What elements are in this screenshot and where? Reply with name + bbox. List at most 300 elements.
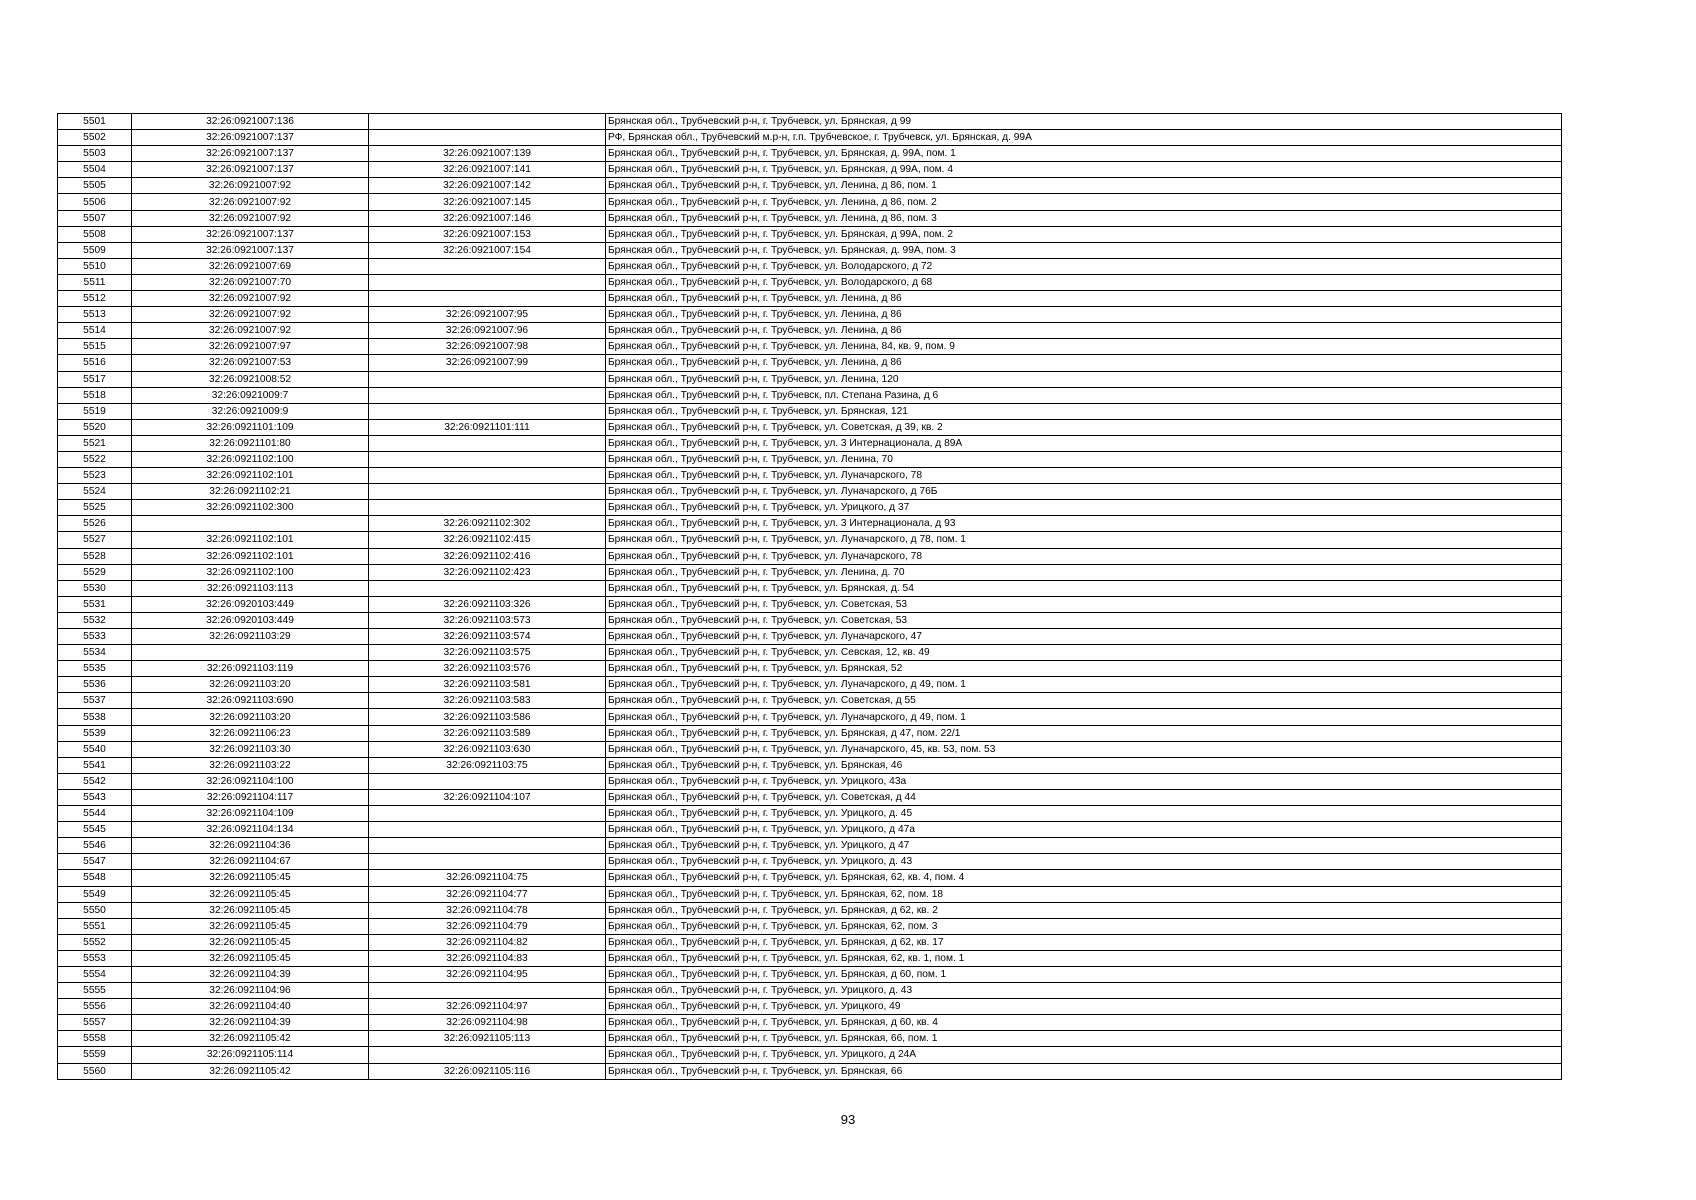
parcel-cadastral-number-cell: 32:26:0921104:134: [132, 822, 369, 838]
object-cadastral-number-cell: 32:26:0921104:107: [369, 789, 606, 805]
table-row: [58, 210, 1562, 226]
address-cell: Брянская обл., Трубчевский р-н, г. Трубчевск, ул. Ленина, д 86, пом. 3: [606, 210, 1562, 226]
object-cadastral-number-cell: 32:26:0921103:583: [369, 693, 606, 709]
address-cell: Брянская обл., Трубчевский р-н, г. Трубчевск, ул. Ленина, 70: [606, 451, 1562, 467]
address-cell: Брянская обл., Трубчевский р-н, г. Трубчевск, ул. Луначарского, д 76Б: [606, 484, 1562, 500]
table-row: [58, 419, 1562, 435]
table-row: [58, 773, 1562, 789]
address-cell: Брянская обл., Трубчевский р-н, г. Трубчевск, ул. Урицкого, д 37: [606, 500, 1562, 516]
parcel-cadastral-number-cell: 32:26:0921103:20: [132, 677, 369, 693]
parcel-cadastral-number-cell: 32:26:0921007:136: [132, 114, 369, 130]
table-row: [58, 950, 1562, 966]
table-row: [58, 838, 1562, 854]
table-row: [58, 789, 1562, 805]
parcel-cadastral-number-cell: 32:26:0921103:30: [132, 741, 369, 757]
object-cadastral-number-cell: 32:26:0921103:573: [369, 612, 606, 628]
address-cell: Брянская обл., Трубчевский р-н, г. Трубчевск, ул. Луначарского, 78: [606, 548, 1562, 564]
parcel-cadastral-number-cell: [132, 645, 369, 661]
parcel-cadastral-number-cell: 32:26:0921102:21: [132, 484, 369, 500]
address-cell: Брянская обл., Трубчевский р-н, г. Трубчевск, ул. Ленина, 84, кв. 9, пом. 9: [606, 339, 1562, 355]
address-cell: Брянская обл., Трубчевский р-н, г. Трубчевск, ул. Урицкого, 43а: [606, 773, 1562, 789]
object-cadastral-number-cell: 32:26:0921104:98: [369, 1015, 606, 1031]
object-cadastral-number-cell: [369, 387, 606, 403]
row-number-cell: 5555: [58, 983, 132, 999]
parcel-cadastral-number-cell: 32:26:0921106:23: [132, 725, 369, 741]
address-cell: Брянская обл., Трубчевский р-н, г. Трубчевск, ул. Брянская, д 60, пом. 1: [606, 966, 1562, 982]
address-cell: Брянская обл., Трубчевский р-н, г. Трубчевск, ул. Ленина, д 86: [606, 291, 1562, 307]
address-cell: Брянская обл., Трубчевский р-н, г. Трубчевск, ул. Брянская, 66, пом. 1: [606, 1031, 1562, 1047]
table-row: [58, 966, 1562, 982]
table-row: [58, 355, 1562, 371]
row-number-cell: 5557: [58, 1015, 132, 1031]
table-row: [58, 854, 1562, 870]
parcel-cadastral-number-cell: 32:26:0921103:113: [132, 580, 369, 596]
table-row: [58, 194, 1562, 210]
parcel-cadastral-number-cell: 32:26:0921007:92: [132, 210, 369, 226]
row-number-cell: 5502: [58, 130, 132, 146]
address-cell: Брянская обл., Трубчевский р-н, г. Трубчевск, ул. Луначарского, д 49, пом. 1: [606, 709, 1562, 725]
address-cell: Брянская обл., Трубчевский р-н, г. Трубчевск, ул. Луначарского, д 49, пом. 1: [606, 677, 1562, 693]
address-cell: Брянская обл., Трубчевский р-н, г. Трубчевск, пл. Степана Разина, д 6: [606, 387, 1562, 403]
table-row: [58, 500, 1562, 516]
table-row: [58, 403, 1562, 419]
table-row: [58, 645, 1562, 661]
object-cadastral-number-cell: [369, 983, 606, 999]
address-cell: Брянская обл., Трубчевский р-н, г. Трубчевск, ул. Ленина, 120: [606, 371, 1562, 387]
object-cadastral-number-cell: [369, 371, 606, 387]
table-row: [58, 983, 1562, 999]
row-number-cell: 5531: [58, 596, 132, 612]
object-cadastral-number-cell: 32:26:0921105:116: [369, 1063, 606, 1079]
parcel-cadastral-number-cell: 32:26:0921105:45: [132, 886, 369, 902]
row-number-cell: 5535: [58, 661, 132, 677]
parcel-cadastral-number-cell: 32:26:0921007:70: [132, 274, 369, 290]
parcel-cadastral-number-cell: 32:26:0921102:101: [132, 468, 369, 484]
address-cell: Брянская обл., Трубчевский р-н, г. Трубчевск, ул. Урицкого, 49: [606, 999, 1562, 1015]
table-row: [58, 725, 1562, 741]
address-cell: Брянская обл., Трубчевский р-н, г. Трубчевск, ул. Ленина, д. 70: [606, 564, 1562, 580]
row-number-cell: 5501: [58, 114, 132, 130]
object-cadastral-number-cell: [369, 838, 606, 854]
parcel-cadastral-number-cell: 32:26:0921007:92: [132, 323, 369, 339]
parcel-cadastral-number-cell: 32:26:0921102:100: [132, 451, 369, 467]
address-cell: Брянская обл., Трубчевский р-н, г. Трубчевск, ул. Советская, 53: [606, 596, 1562, 612]
address-cell: Брянская обл., Трубчевский р-н, г. Трубчевск, ул. Брянская, 62, кв. 4, пом. 4: [606, 870, 1562, 886]
table-row: [58, 242, 1562, 258]
address-cell: Брянская обл., Трубчевский р-н, г. Трубчевск, ул. Урицкого, д. 43: [606, 854, 1562, 870]
object-cadastral-number-cell: [369, 822, 606, 838]
parcel-cadastral-number-cell: 32:26:0921105:45: [132, 934, 369, 950]
row-number-cell: 5508: [58, 226, 132, 242]
address-cell: Брянская обл., Трубчевский р-н, г. Трубчевск, ул. Ленина, д 86: [606, 355, 1562, 371]
object-cadastral-number-cell: [369, 468, 606, 484]
table-row: [58, 822, 1562, 838]
address-cell: Брянская обл., Трубчевский р-н, г. Трубчевск, ул. Брянская, д. 54: [606, 580, 1562, 596]
object-cadastral-number-cell: 32:26:0921103:589: [369, 725, 606, 741]
table-row: [58, 596, 1562, 612]
object-cadastral-number-cell: 32:26:0921103:586: [369, 709, 606, 725]
parcel-cadastral-number-cell: [132, 516, 369, 532]
object-cadastral-number-cell: 32:26:0921007:146: [369, 210, 606, 226]
address-cell: Брянская обл., Трубчевский р-н, г. Трубчевск, ул. Севская, 12, кв. 49: [606, 645, 1562, 661]
parcel-cadastral-number-cell: 32:26:0921007:92: [132, 307, 369, 323]
address-cell: Брянская обл., Трубчевский р-н, г. Трубчевск, ул. Брянская, 62, кв. 1, пом. 1: [606, 950, 1562, 966]
parcel-cadastral-number-cell: 32:26:0921103:690: [132, 693, 369, 709]
parcel-cadastral-number-cell: 32:26:0920103:449: [132, 596, 369, 612]
row-number-cell: 5552: [58, 934, 132, 950]
parcel-cadastral-number-cell: 32:26:0921104:96: [132, 983, 369, 999]
address-cell: Брянская обл., Трубчевский р-н, г. Трубчевск, ул. Луначарского, 45, кв. 53, пом. 53: [606, 741, 1562, 757]
parcel-cadastral-number-cell: 32:26:0921007:53: [132, 355, 369, 371]
parcel-cadastral-number-cell: 32:26:0921105:42: [132, 1031, 369, 1047]
object-cadastral-number-cell: 32:26:0921104:79: [369, 918, 606, 934]
object-cadastral-number-cell: 32:26:0921104:82: [369, 934, 606, 950]
table-row: [58, 468, 1562, 484]
parcel-cadastral-number-cell: 32:26:0921105:42: [132, 1063, 369, 1079]
table-row: [58, 516, 1562, 532]
parcel-cadastral-number-cell: 32:26:0921104:117: [132, 789, 369, 805]
row-number-cell: 5526: [58, 516, 132, 532]
row-number-cell: 5543: [58, 789, 132, 805]
row-number-cell: 5503: [58, 146, 132, 162]
row-number-cell: 5553: [58, 950, 132, 966]
table-row: [58, 580, 1562, 596]
table-row: [58, 918, 1562, 934]
table-row: [58, 435, 1562, 451]
object-cadastral-number-cell: 32:26:0921007:95: [369, 307, 606, 323]
object-cadastral-number-cell: [369, 274, 606, 290]
address-cell: Брянская обл., Трубчевский р-н, г. Трубчевск, ул. Брянская, 46: [606, 757, 1562, 773]
object-cadastral-number-cell: 32:26:0921104:75: [369, 870, 606, 886]
row-number-cell: 5520: [58, 419, 132, 435]
row-number-cell: 5541: [58, 757, 132, 773]
parcel-cadastral-number-cell: 32:26:0921105:45: [132, 918, 369, 934]
row-number-cell: 5515: [58, 339, 132, 355]
object-cadastral-number-cell: [369, 806, 606, 822]
parcel-cadastral-number-cell: 32:26:0921007:137: [132, 130, 369, 146]
table-row: [58, 371, 1562, 387]
table-row: [58, 130, 1562, 146]
address-cell: Брянская обл., Трубчевский р-н, г. Трубчевск, ул. Ленина, д 86: [606, 323, 1562, 339]
row-number-cell: 5539: [58, 725, 132, 741]
row-number-cell: 5505: [58, 178, 132, 194]
table-row: [58, 114, 1562, 130]
address-cell: Брянская обл., Трубчевский р-н, г. Трубчевск, ул. Ленина, д 86: [606, 307, 1562, 323]
table-row: [58, 709, 1562, 725]
object-cadastral-number-cell: 32:26:0921105:113: [369, 1031, 606, 1047]
address-cell: Брянская обл., Трубчевский р-н, г. Трубчевск, ул. Брянская, д 99: [606, 114, 1562, 130]
object-cadastral-number-cell: [369, 130, 606, 146]
address-cell: Брянская обл., Трубчевский р-н, г. Трубчевск, ул. Брянская, д 99А, пом. 4: [606, 162, 1562, 178]
parcel-cadastral-number-cell: 32:26:0921104:36: [132, 838, 369, 854]
object-cadastral-number-cell: [369, 451, 606, 467]
table-row: [58, 999, 1562, 1015]
row-number-cell: 5504: [58, 162, 132, 178]
table-row: [58, 146, 1562, 162]
table-row: [58, 564, 1562, 580]
row-number-cell: 5544: [58, 806, 132, 822]
table-row: [58, 451, 1562, 467]
table-row: [58, 902, 1562, 918]
parcel-cadastral-number-cell: 32:26:0921102:101: [132, 532, 369, 548]
table-row: [58, 693, 1562, 709]
address-cell: Брянская обл., Трубчевский р-н, г. Трубчевск, ул. Советская, д 39, кв. 2: [606, 419, 1562, 435]
table-row: [58, 532, 1562, 548]
row-number-cell: 5509: [58, 242, 132, 258]
table-row: [58, 677, 1562, 693]
row-number-cell: 5538: [58, 709, 132, 725]
parcel-cadastral-number-cell: 32:26:0921007:137: [132, 146, 369, 162]
object-cadastral-number-cell: 32:26:0921007:145: [369, 194, 606, 210]
parcel-cadastral-number-cell: 32:26:0921104:39: [132, 1015, 369, 1031]
parcel-cadastral-number-cell: 32:26:0921007:137: [132, 226, 369, 242]
object-cadastral-number-cell: [369, 435, 606, 451]
object-cadastral-number-cell: 32:26:0921007:142: [369, 178, 606, 194]
row-number-cell: 5560: [58, 1063, 132, 1079]
table-row: [58, 339, 1562, 355]
row-number-cell: 5549: [58, 886, 132, 902]
table-row: [58, 484, 1562, 500]
row-number-cell: 5548: [58, 870, 132, 886]
row-number-cell: 5512: [58, 291, 132, 307]
address-cell: Брянская обл., Трубчевский р-н, г. Трубчевск, ул. Брянская, д 62, кв. 17: [606, 934, 1562, 950]
parcel-cadastral-number-cell: 32:26:0921007:137: [132, 162, 369, 178]
table-row: [58, 548, 1562, 564]
address-cell: Брянская обл., Трубчевский р-н, г. Трубчевск, ул. Луначарского, 47: [606, 629, 1562, 645]
row-number-cell: 5530: [58, 580, 132, 596]
row-number-cell: 5540: [58, 741, 132, 757]
address-cell: Брянская обл., Трубчевский р-н, г. Трубчевск, ул. Володарского, д 68: [606, 274, 1562, 290]
parcel-cadastral-number-cell: 32:26:0921104:40: [132, 999, 369, 1015]
table-row: [58, 612, 1562, 628]
row-number-cell: 5550: [58, 902, 132, 918]
row-number-cell: 5532: [58, 612, 132, 628]
table-row: [58, 307, 1562, 323]
parcel-cadastral-number-cell: 32:26:0921103:22: [132, 757, 369, 773]
parcel-cadastral-number-cell: 32:26:0921105:45: [132, 870, 369, 886]
table-row: [58, 629, 1562, 645]
row-number-cell: 5517: [58, 371, 132, 387]
address-cell: Брянская обл., Трубчевский р-н, г. Трубчевск, ул. Урицкого, д 47: [606, 838, 1562, 854]
row-number-cell: 5546: [58, 838, 132, 854]
row-number-cell: 5519: [58, 403, 132, 419]
object-cadastral-number-cell: 32:26:0921103:574: [369, 629, 606, 645]
row-number-cell: 5542: [58, 773, 132, 789]
object-cadastral-number-cell: [369, 403, 606, 419]
object-cadastral-number-cell: [369, 1047, 606, 1063]
table-row: [58, 274, 1562, 290]
parcel-cadastral-number-cell: 32:26:0921007:92: [132, 291, 369, 307]
object-cadastral-number-cell: 32:26:0921102:302: [369, 516, 606, 532]
row-number-cell: 5533: [58, 629, 132, 645]
address-cell: Брянская обл., Трубчевский р-н, г. Трубчевск, ул. Брянская, 121: [606, 403, 1562, 419]
table-row: [58, 741, 1562, 757]
row-number-cell: 5554: [58, 966, 132, 982]
address-cell: Брянская обл., Трубчевский р-н, г. Трубчевск, ул. Ленина, д 86, пом. 2: [606, 194, 1562, 210]
table-row: [58, 870, 1562, 886]
object-cadastral-number-cell: 32:26:0921104:78: [369, 902, 606, 918]
row-number-cell: 5558: [58, 1031, 132, 1047]
row-number-cell: 5511: [58, 274, 132, 290]
parcel-cadastral-number-cell: 32:26:0921105:114: [132, 1047, 369, 1063]
address-cell: Брянская обл., Трубчевский р-н, г. Трубчевск, ул. Советская, д 44: [606, 789, 1562, 805]
address-cell: Брянская обл., Трубчевский р-н, г. Трубчевск, ул. Ленина, д 86, пом. 1: [606, 178, 1562, 194]
parcel-cadastral-number-cell: 32:26:0921104:67: [132, 854, 369, 870]
address-cell: РФ, Брянская обл., Трубчевский м.р-н, г.п. Трубчевское, г. Трубчевск, ул. Брянская, д. 99А: [606, 130, 1562, 146]
parcel-cadastral-number-cell: 32:26:0921102:101: [132, 548, 369, 564]
table-row: [58, 291, 1562, 307]
row-number-cell: 5514: [58, 323, 132, 339]
address-cell: Брянская обл., Трубчевский р-н, г. Трубчевск, ул. Урицкого, д. 43: [606, 983, 1562, 999]
object-cadastral-number-cell: 32:26:0921103:575: [369, 645, 606, 661]
parcel-cadastral-number-cell: 32:26:0920103:449: [132, 612, 369, 628]
address-cell: Брянская обл., Трубчевский р-н, г. Трубчевск, ул. 3 Интернационала, д 89А: [606, 435, 1562, 451]
address-cell: Брянская обл., Трубчевский р-н, г. Трубчевск, ул. Советская, д 55: [606, 693, 1562, 709]
object-cadastral-number-cell: [369, 484, 606, 500]
table-body: [58, 114, 1562, 1080]
parcel-cadastral-number-cell: 32:26:0921104:109: [132, 806, 369, 822]
parcel-cadastral-number-cell: 32:26:0921103:29: [132, 629, 369, 645]
row-number-cell: 5510: [58, 258, 132, 274]
address-cell: Брянская обл., Трубчевский р-н, г. Трубчевск, ул. Брянская, д 99А, пом. 2: [606, 226, 1562, 242]
parcel-cadastral-number-cell: 32:26:0921104:100: [132, 773, 369, 789]
parcel-cadastral-number-cell: 32:26:0921101:80: [132, 435, 369, 451]
table-row: [58, 258, 1562, 274]
row-number-cell: 5551: [58, 918, 132, 934]
row-number-cell: 5525: [58, 500, 132, 516]
row-number-cell: 5524: [58, 484, 132, 500]
table-row: [58, 323, 1562, 339]
table-row: [58, 1047, 1562, 1063]
object-cadastral-number-cell: 32:26:0921103:75: [369, 757, 606, 773]
row-number-cell: 5523: [58, 468, 132, 484]
row-number-cell: 5537: [58, 693, 132, 709]
row-number-cell: 5529: [58, 564, 132, 580]
address-cell: Брянская обл., Трубчевский р-н, г. Трубчевск, ул. Советская, 53: [606, 612, 1562, 628]
object-cadastral-number-cell: 32:26:0921104:95: [369, 966, 606, 982]
row-number-cell: 5522: [58, 451, 132, 467]
address-cell: Брянская обл., Трубчевский р-н, г. Трубчевск, ул. Брянская, д 47, пом. 22/1: [606, 725, 1562, 741]
address-cell: Брянская обл., Трубчевский р-н, г. Трубчевск, ул. Брянская, д 62, кв. 2: [606, 902, 1562, 918]
object-cadastral-number-cell: [369, 854, 606, 870]
row-number-cell: 5545: [58, 822, 132, 838]
object-cadastral-number-cell: 32:26:0921007:139: [369, 146, 606, 162]
address-cell: Брянская обл., Трубчевский р-н, г. Трубчевск, ул. Брянская, д. 99А, пом. 1: [606, 146, 1562, 162]
table-row: [58, 1015, 1562, 1031]
address-cell: Брянская обл., Трубчевский р-н, г. Трубчевск, ул. Урицкого, д. 45: [606, 806, 1562, 822]
object-cadastral-number-cell: 32:26:0921007:98: [369, 339, 606, 355]
object-cadastral-number-cell: 32:26:0921103:576: [369, 661, 606, 677]
page-number: 93: [840, 1112, 856, 1127]
address-cell: Брянская обл., Трубчевский р-н, г. Трубчевск, ул. Брянская, д. 99А, пом. 3: [606, 242, 1562, 258]
object-cadastral-number-cell: 32:26:0921007:141: [369, 162, 606, 178]
parcel-cadastral-number-cell: 32:26:0921007:137: [132, 242, 369, 258]
parcel-cadastral-number-cell: 32:26:0921104:39: [132, 966, 369, 982]
parcel-cadastral-number-cell: 32:26:0921009:9: [132, 403, 369, 419]
object-cadastral-number-cell: 32:26:0921103:630: [369, 741, 606, 757]
parcel-cadastral-number-cell: 32:26:0921103:119: [132, 661, 369, 677]
object-cadastral-number-cell: 32:26:0921007:154: [369, 242, 606, 258]
parcel-cadastral-number-cell: 32:26:0921102:300: [132, 500, 369, 516]
address-cell: Брянская обл., Трубчевский р-н, г. Трубчевск, ул. Брянская, д 60, кв. 4: [606, 1015, 1562, 1031]
parcel-cadastral-number-cell: 32:26:0921007:97: [132, 339, 369, 355]
object-cadastral-number-cell: 32:26:0921102:416: [369, 548, 606, 564]
address-cell: Брянская обл., Трубчевский р-н, г. Трубчевск, ул. Володарского, д 72: [606, 258, 1562, 274]
row-number-cell: 5506: [58, 194, 132, 210]
table-row: [58, 661, 1562, 677]
object-cadastral-number-cell: 32:26:0921104:77: [369, 886, 606, 902]
parcel-cadastral-number-cell: 32:26:0921007:92: [132, 178, 369, 194]
row-number-cell: 5547: [58, 854, 132, 870]
table-row: [58, 934, 1562, 950]
table-row: [58, 387, 1562, 403]
row-number-cell: 5534: [58, 645, 132, 661]
parcel-cadastral-number-cell: 32:26:0921007:69: [132, 258, 369, 274]
address-cell: Брянская обл., Трубчевский р-н, г. Трубчевск, ул. Луначарского, 78: [606, 468, 1562, 484]
row-number-cell: 5518: [58, 387, 132, 403]
address-cell: Брянская обл., Трубчевский р-н, г. Трубчевск, ул. Брянская, 66: [606, 1063, 1562, 1079]
address-cell: Брянская обл., Трубчевский р-н, г. Трубчевск, ул. Брянская, 62, пом. 3: [606, 918, 1562, 934]
object-cadastral-number-cell: 32:26:0921104:83: [369, 950, 606, 966]
row-number-cell: 5507: [58, 210, 132, 226]
row-number-cell: 5516: [58, 355, 132, 371]
table-row: [58, 886, 1562, 902]
object-cadastral-number-cell: 32:26:0921103:581: [369, 677, 606, 693]
table-row: [58, 757, 1562, 773]
parcel-cadastral-number-cell: 32:26:0921103:20: [132, 709, 369, 725]
address-cell: Брянская обл., Трубчевский р-н, г. Трубчевск, ул. Брянская, 52: [606, 661, 1562, 677]
row-number-cell: 5528: [58, 548, 132, 564]
parcel-cadastral-number-cell: 32:26:0921102:100: [132, 564, 369, 580]
object-cadastral-number-cell: 32:26:0921007:153: [369, 226, 606, 242]
address-cell: Брянская обл., Трубчевский р-н, г. Трубчевск, ул. Урицкого, д 24А: [606, 1047, 1562, 1063]
address-cell: Брянская обл., Трубчевский р-н, г. Трубчевск, ул. Луначарского, д 78, пом. 1: [606, 532, 1562, 548]
address-cell: Брянская обл., Трубчевский р-н, г. Трубчевск, ул. Урицкого, д 47а: [606, 822, 1562, 838]
address-cell: Брянская обл., Трубчевский р-н, г. Трубчевск, ул. Брянская, 62, пом. 18: [606, 886, 1562, 902]
parcel-cadastral-number-cell: 32:26:0921008:52: [132, 371, 369, 387]
table-row: [58, 162, 1562, 178]
row-number-cell: 5556: [58, 999, 132, 1015]
object-cadastral-number-cell: 32:26:0921007:96: [369, 323, 606, 339]
object-cadastral-number-cell: [369, 114, 606, 130]
row-number-cell: 5536: [58, 677, 132, 693]
object-cadastral-number-cell: 32:26:0921007:99: [369, 355, 606, 371]
object-cadastral-number-cell: [369, 258, 606, 274]
table-row: [58, 1063, 1562, 1079]
table-row: [58, 178, 1562, 194]
row-number-cell: 5521: [58, 435, 132, 451]
parcel-cadastral-number-cell: 32:26:0921105:45: [132, 950, 369, 966]
object-cadastral-number-cell: [369, 773, 606, 789]
object-cadastral-number-cell: 32:26:0921101:111: [369, 419, 606, 435]
row-number-cell: 5513: [58, 307, 132, 323]
object-cadastral-number-cell: 32:26:0921102:423: [369, 564, 606, 580]
cadastral-register-table: [57, 113, 1562, 1080]
object-cadastral-number-cell: [369, 580, 606, 596]
row-number-cell: 5527: [58, 532, 132, 548]
table-row: [58, 806, 1562, 822]
parcel-cadastral-number-cell: 32:26:0921009:7: [132, 387, 369, 403]
object-cadastral-number-cell: 32:26:0921103:326: [369, 596, 606, 612]
object-cadastral-number-cell: [369, 500, 606, 516]
parcel-cadastral-number-cell: 32:26:0921007:92: [132, 194, 369, 210]
address-cell: Брянская обл., Трубчевский р-н, г. Трубчевск, ул. 3 Интернационала, д 93: [606, 516, 1562, 532]
object-cadastral-number-cell: [369, 291, 606, 307]
table-row: [58, 1031, 1562, 1047]
parcel-cadastral-number-cell: 32:26:0921105:45: [132, 902, 369, 918]
row-number-cell: 5559: [58, 1047, 132, 1063]
table-row: [58, 226, 1562, 242]
